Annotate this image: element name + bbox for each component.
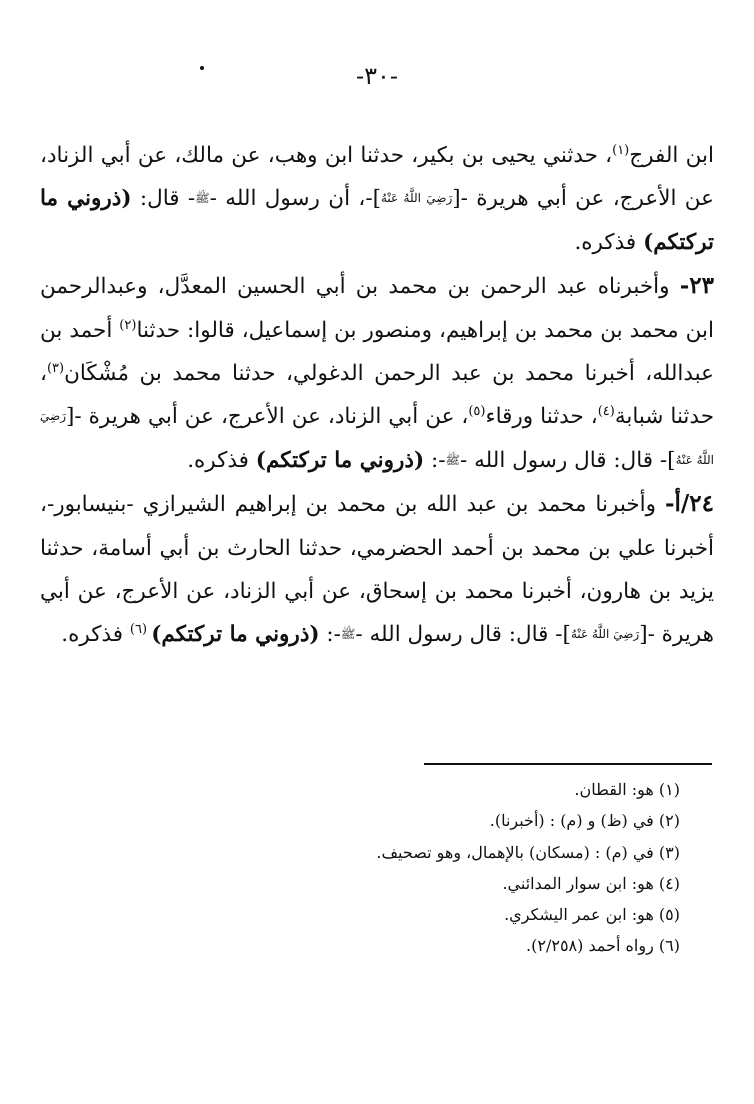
text-segment: -:: [424, 447, 446, 473]
main-text: [40, 134, 714, 657]
text-segment: ]-، أن رسول الله -: [209, 186, 381, 212]
text-segment: ، حدثنا ورقاء: [485, 404, 598, 430]
footnote-1: (١) هو: القطان.: [574, 780, 680, 799]
footnote-ref-2: (٢): [119, 317, 137, 333]
ink-speck: [200, 66, 204, 70]
paragraph-hadith-23: [40, 264, 714, 482]
footnote-divider: [424, 763, 712, 765]
footnote-ref-1: (١): [612, 142, 630, 158]
text-segment: ، عن أبي الزناد، عن الأعرج، عن أبي هريرة -[: [66, 404, 469, 430]
text-segment: وأخبرناه عبد الرحمن بن محمد بن أبي الحسين المعدَّل، وعبدالرحمن ابن محمد بن محمد بن إبراهيم، ومنصور بن إسماعيل، قالوا: حدثنا: [40, 274, 715, 343]
hadith-number: ٢٣-: [679, 272, 714, 300]
text-segment: ، حدثنا شبابة: [40, 361, 714, 430]
honorific-radiyallah-icon: رَضِيَ اللَّهُ عَنْهُ: [40, 409, 714, 467]
paragraph-hadith-24a: [40, 482, 714, 657]
footnote-ref-6: (٦): [129, 622, 152, 638]
text-segment: فذكره.: [187, 447, 256, 473]
hadith-quote: (ذروني ما تركتكم): [40, 186, 714, 255]
paragraph-hadith-continuation: [40, 134, 714, 264]
honorific-salla-icon: ﷺ: [195, 191, 210, 206]
footnote-2: (٢) في (ظ) و (م) : (أخبرنا).: [489, 811, 680, 831]
footnote-ref-5: (٥): [468, 404, 486, 420]
footnote-ref-3: (٣): [46, 360, 65, 376]
text-segment: أحمد بن عبدالله، أخبرنا محمد بن عبد الرحمن الدغولي، حدثنا محمد بن مُشْكَان: [40, 317, 714, 387]
text-segment: فذكره.: [61, 622, 130, 648]
footnote-5: (٥) هو: ابن عمر اليشكري.: [504, 905, 680, 925]
hadith-quote: (ذروني ما تركتكم): [151, 622, 320, 648]
text-segment: ابن الفرج: [629, 143, 714, 168]
footnote-ref-4: (٤): [597, 404, 615, 420]
text-segment: وأخبرنا محمد بن عبد الله بن محمد بن إبراهيم الشيرازي -بنيسابور-، أخبرنا علي بن محمد بن أحمد الحضرمي، حدثنا الحارث بن أبي أسامة، حدثنا يزيد بن هارون، أخبرنا محمد بن إسحاق، عن أبي الزناد، عن الأعرج، عن أبي هريرة -[: [40, 492, 714, 648]
text-segment: فذكره.: [574, 229, 644, 255]
honorific-salla-icon: ﷺ: [340, 627, 356, 642]
honorific-salla-icon: ﷺ: [445, 452, 461, 467]
text-segment: ، حدثني يحيى بن بكير، حدثنا ابن وهب، عن مالك، عن أبي الزناد، عن الأعرج، عن أبي هريرة -[: [40, 143, 715, 212]
text-segment: ]- قال: قال رسول الله -: [355, 622, 571, 648]
page-number: -٣٠-: [356, 62, 398, 90]
text-segment: - قال:: [131, 186, 196, 212]
hadith-number: ٢٤/أ-: [664, 490, 714, 518]
text-segment: -:: [319, 622, 341, 648]
footnotes: [40, 774, 714, 962]
footnote-4: (٤) هو: ابن سوار المدائني.: [502, 873, 680, 893]
honorific-radiyallah-icon: رَضِيَ اللَّهُ عَنْهُ: [570, 627, 640, 642]
text-segment: ]- قال: قال رسول الله -: [460, 447, 676, 473]
footnote-6: (٦) رواه أحمد (٢/٢٥٨).: [526, 936, 680, 956]
honorific-radiyallah-icon: رَضِيَ اللَّهُ عَنْهُ: [381, 191, 453, 206]
hadith-quote: (ذروني ما تركتكم): [255, 447, 425, 473]
footnote-3: (٣) في (م) : (مسكان) بالإهمال، وهو تصحيف.: [376, 842, 680, 862]
